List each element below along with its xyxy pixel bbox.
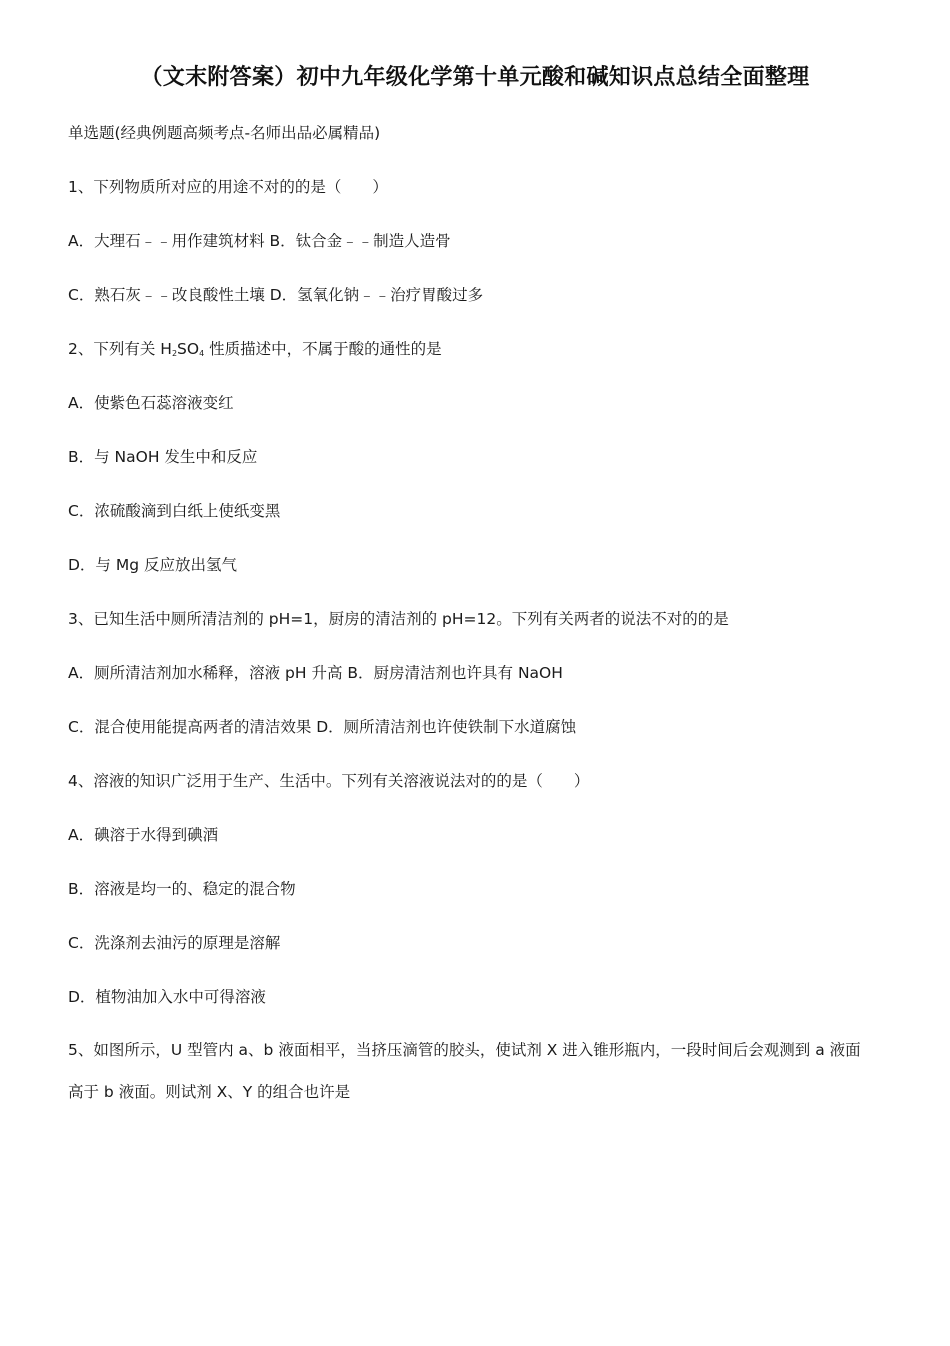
question-4-option-c: C．洗涤剂去油污的原理是溶解 [68,934,281,952]
question-1-stem: 1、下列物质所对应的用途不对的的是（ ） [68,178,388,196]
question-2-stem-prefix: 2、下列有关 H [68,340,172,358]
question-2-option-d: D．与 Mg 反应放出氢气 [68,556,238,574]
question-4-option-a: A．碘溶于水得到碘酒 [68,826,219,844]
question-2-option-a: A．使紫色石蕊溶液变红 [68,394,234,412]
question-3-options-cd: C．混合使用能提高两者的清洁效果 D．厕所清洁剂也许使铁制下水道腐蚀 [68,718,577,736]
question-4-option-d: D．植物油加入水中可得溶液 [68,988,266,1006]
question-2-option-c: C．浓硫酸滴到白纸上使纸变黑 [68,502,281,520]
question-1-options-ab: A．大理石﹣﹣用作建筑材料 B．钛合金﹣﹣制造人造骨 [68,232,451,250]
question-5-stem: 5、如图所示，U 型管内 a、b 液面相平，当挤压滴管的胶头，使试剂 X 进入锥形瓶内，一段时间后会观测到 a 液面高于 b 液面。则试剂 X、Y 的组合也许是 [68,1041,861,1101]
question-2-option-b: B．与 NaOH 发生中和反应 [68,448,258,466]
question-1-options-cd: C．熟石灰﹣﹣改良酸性土壤 D．氢氧化钠﹣﹣治疗胃酸过多 [68,286,484,304]
question-2-stem [68,337,883,366]
question-3-stem: 3、已知生活中厕所清洁剂的 pH=1，厨房的清洁剂的 pH=12。下列有关两者的说法不对的的是 [68,610,729,628]
question-3-options-ab: A．厕所清洁剂加水稀释，溶液 pH 升高 B．厨房清洁剂也许具有 NaOH [68,664,563,682]
question-2-stem-suffix: 性质描述中，不属于酸的通性的是 [204,340,442,358]
formula-subscript-2: 2 [171,349,178,358]
question-2-stem-mid: SO [177,340,200,358]
question-4-option-b: B．溶液是均一的、稳定的混合物 [68,880,296,898]
document-title: （文末附答案）初中九年级化学第十单元酸和碱知识点总结全面整理 [140,65,810,90]
section-heading: 单选题(经典例题高频考点-名师出品必属精品) [68,124,381,142]
formula-subscript-4: 4 [199,349,205,358]
question-4-stem: 4、溶液的知识广泛用于生产、生活中。下列有关溶液说法对的的是（ ） [68,772,590,790]
